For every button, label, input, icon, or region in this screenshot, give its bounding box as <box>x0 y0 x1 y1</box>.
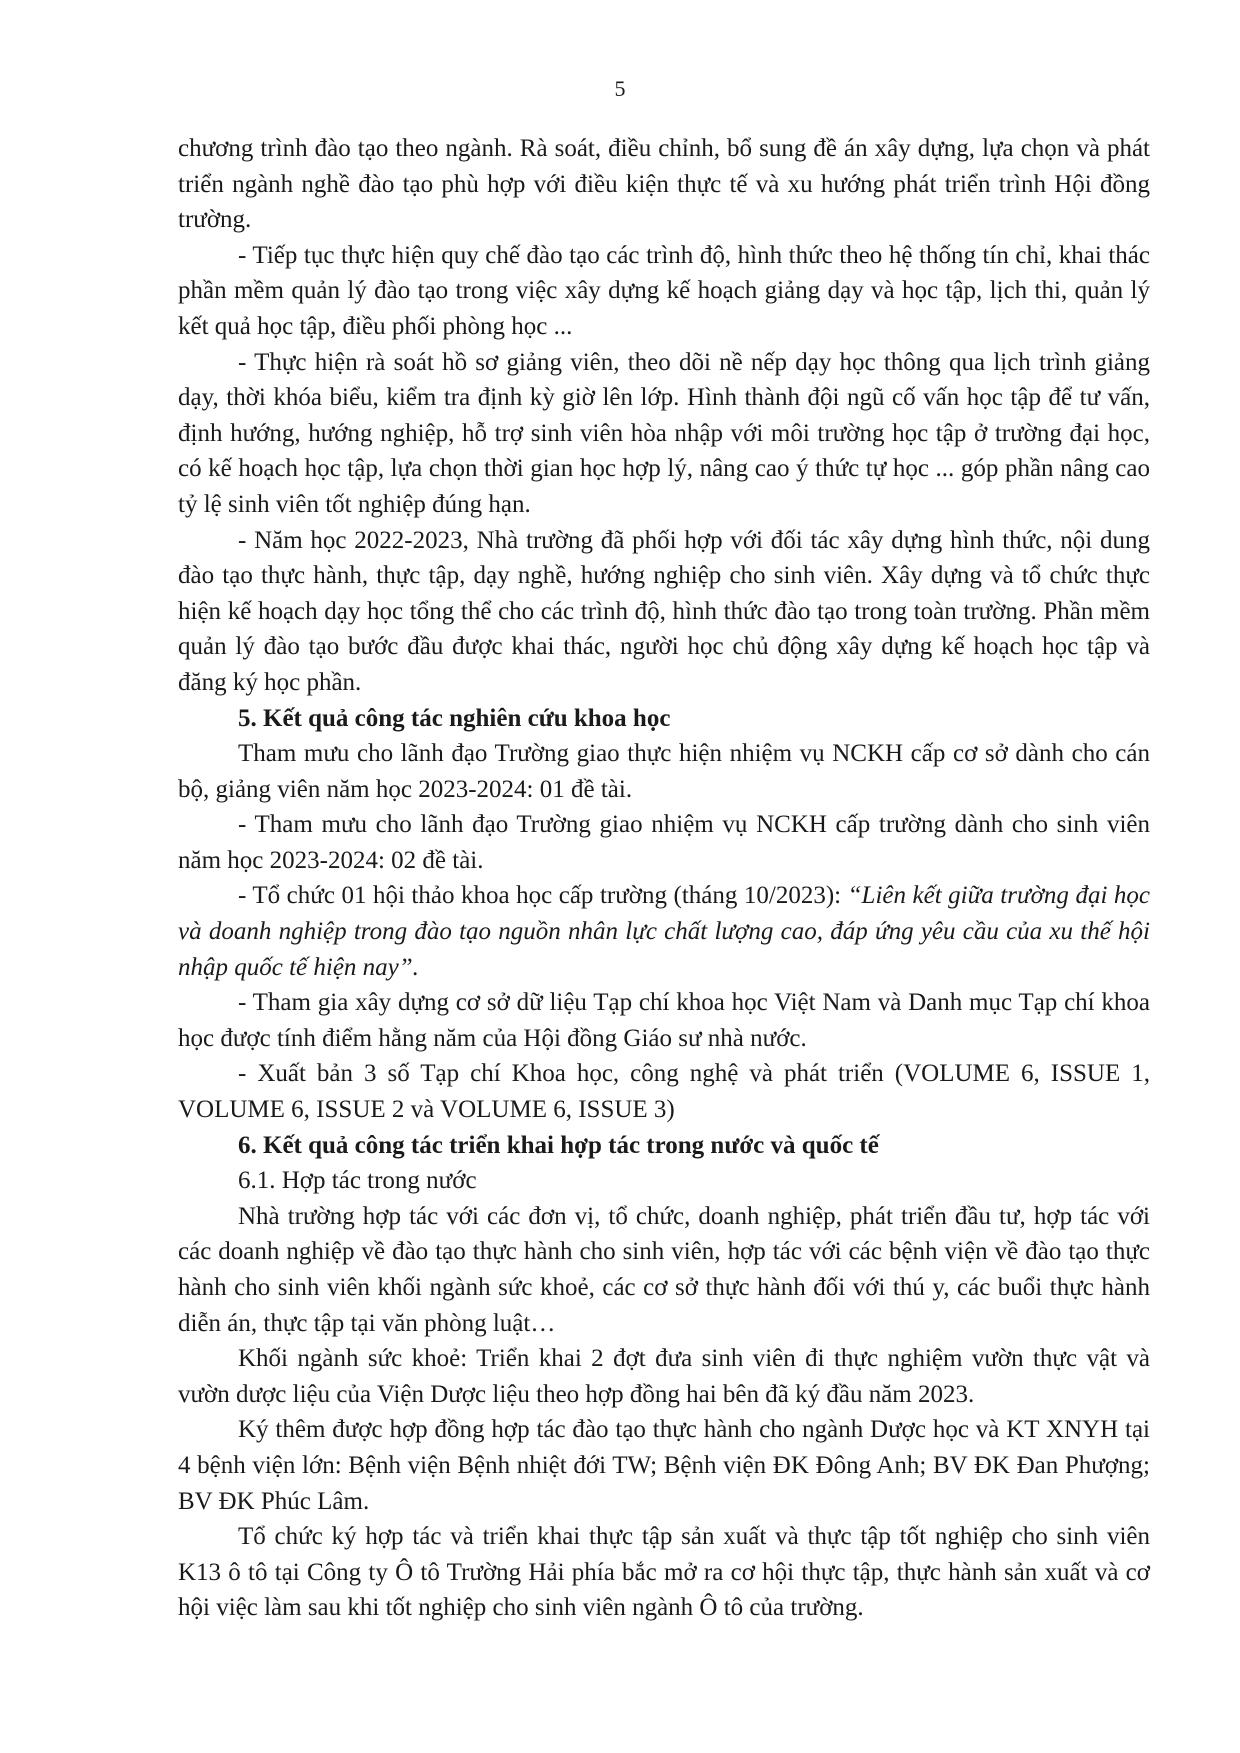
paragraph: - Thực hiện rà soát hồ sơ giảng viên, theo dõi nề nếp dạy học thông qua lịch trình giảng dạy, thời khóa biểu, kiểm tra định kỳ giờ lên lớp. Hình thành đội ngũ cố vấn học tập để tư vấn, định hướng, hướng nghiệp, hỗ trợ sinh viên hòa nhập với môi trường học tập ở trường đại học, có kế hoạch học tập, lựa chọn thời gian học hợp lý, nâng cao ý thức tự học ... góp phần nâng cao tỷ lệ sinh viên tốt nghiệp đúng hạn. <box>178 348 1150 518</box>
paragraph: - Năm học 2022-2023, Nhà trường đã phối hợp với đối tác xây dựng hình thức, nội dung đào tạo thực hành, thực tập, dạy nghề, hướng nghiệp cho sinh viên. Xây dựng và tổ chức thực hiện kế hoạch dạy học tổng thể cho các trình độ, hình thức đào tạo trong toàn trường. Phần mềm quản lý đào tạo bước đầu được khai thác, người học chủ động xây dựng kế hoạch học tập và đăng ký học phần. <box>178 526 1150 696</box>
paragraph: - Tham gia xây dựng cơ sở dữ liệu Tạp chí khoa học Việt Nam và Danh mục Tạp chí khoa học được tính điểm hằng năm của Hội đồng Giáo sư nhà nước. <box>178 989 1150 1052</box>
document-body <box>178 131 1150 1626</box>
paragraph: chương trình đào tạo theo ngành. Rà soát, điều chỉnh, bổ sung đề án xây dựng, lựa chọn và phát triển ngành nghề đào tạo phù hợp với điều kiện thực tế và xu hướng phát triển trình Hội đồng trường. <box>178 135 1150 234</box>
paragraph: Nhà trường hợp tác với các đơn vị, tổ chức, doanh nghiệp, phát triển đầu tư, hợp tác với các doanh nghiệp về đào tạo thực hành cho sinh viên, hợp tác với các bệnh viện về đào tạo thực hành cho sinh viên khối ngành sức khoẻ, các cơ sở thực hành đối với thú y, các buổi thực hành diễn án, thực tập tại văn phòng luật… <box>178 1202 1150 1337</box>
paragraph: Ký thêm được hợp đồng hợp tác đào tạo thực hành cho ngành Dược học và KT XNYH tại 4 bệnh viện lớn: Bệnh viện Bệnh nhiệt đới TW; Bệnh viện ĐK Đông Anh; BV ĐK Đan Phượng; BV ĐK Phúc Lâm. <box>178 1416 1150 1515</box>
paragraph: Khối ngành sức khoẻ: Triển khai 2 đợt đưa sinh viên đi thực nghiệm vườn thực vật và vườn dược liệu của Viện Dược liệu theo hợp đồng hai bên đã ký đầu năm 2023. <box>178 1345 1150 1408</box>
paragraph: Tổ chức ký hợp tác và triển khai thực tập sản xuất và thực tập tốt nghiệp cho sinh viên K13 ô tô tại Công ty Ô tô Trường Hải phía bắc mở ra cơ hội thực tập, thực hành sản xuất và cơ hội việc làm sau khi tốt nghiệp cho sinh viên ngành Ô tô của trường. <box>178 1523 1150 1622</box>
paragraph: - Xuất bản 3 số Tạp chí Khoa học, công nghệ và phát triển (VOLUME 6, ISSUE 1, VOLUME 6, ISSUE 2 và VOLUME 6, ISSUE 3) <box>178 1060 1150 1124</box>
paragraph-seminar <box>178 878 1150 985</box>
seminar-lead: - Tổ chức 01 hội thảo khoa học cấp trường (tháng 10/2023): <box>238 882 848 910</box>
seminar-title: “Liên kết giữa trường đại học và doanh nghiệp trong đào tạo nguồn nhân lực chất lượng cao, đáp ứng yêu cầu của xu thế hội nhập quốc tế hiện nay”. <box>178 882 1151 981</box>
paragraph: - Tiếp tục thực hiện quy chế đào tạo các trình độ, hình thức theo hệ thống tín chỉ, khai thác phần mềm quản lý đào tạo trong việc xây dựng kế hoạch giảng dạy và học tập, lịch thi, quản lý kết quả học tập, điều phối phòng học ... <box>178 241 1150 340</box>
section-heading-6: 6. Kết quả công tác triển khai hợp tác trong nước và quốc tế <box>238 1131 879 1159</box>
subsection-heading-6-1: 6.1. Hợp tác trong nước <box>238 1167 477 1195</box>
paragraph: - Tham mưu cho lãnh đạo Trường giao nhiệm vụ NCKH cấp trường dành cho sinh viên năm học 2023-2024: 02 đề tài. <box>178 811 1150 874</box>
page-number: 5 <box>614 76 626 101</box>
section-heading-5: 5. Kết quả công tác nghiên cứu khoa học <box>238 704 671 732</box>
paragraph: Tham mưu cho lãnh đạo Trường giao thực hiện nhiệm vụ NCKH cấp cơ sở dành cho cán bộ, giảng viên năm học 2023-2024: 01 đề tài. <box>178 740 1150 803</box>
